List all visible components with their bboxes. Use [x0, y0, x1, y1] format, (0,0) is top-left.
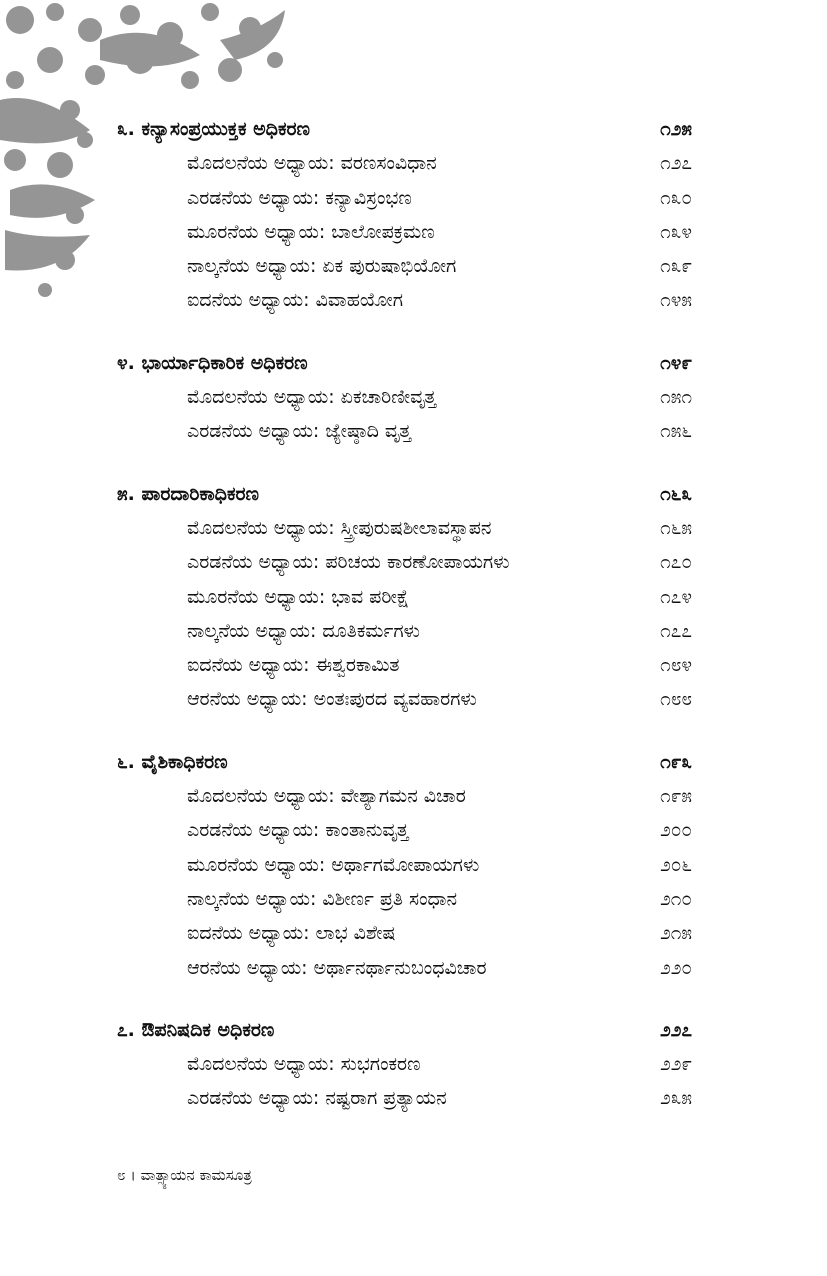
chapter-title: ಮೊದಲನೆಯ ಅಧ್ಯಾಯ: ವರಣಸಂವಿಧಾನ [187, 152, 437, 175]
chapter-page-number: ೧೪೫ [660, 289, 692, 312]
chapter-page-number: ೨೦೬ [660, 853, 692, 876]
chapter-page-number: ೧೮೪ [660, 654, 692, 677]
chapter-title: ಮೂರನೆಯ ಅಧ್ಯಾಯ: ಅರ್ಥಾಗಮೋಪಾಯಗಳು [187, 853, 480, 876]
section-heading-row [117, 1013, 692, 1047]
toc-section [117, 1013, 692, 1116]
chapter-row [117, 283, 692, 317]
chapter-page-number: ೧೩೯ [660, 255, 692, 278]
chapter-title: ಆರನೆಯ ಅಧ್ಯಾಯ: ಅಂತಃಪುರದ ವ್ಯವಹಾರಗಳು [187, 688, 477, 711]
chapter-row [117, 380, 692, 414]
chapter-page-number: ೧೨೭ [660, 152, 692, 175]
table-of-contents [117, 112, 692, 1144]
chapter-title: ಎರಡನೆಯ ಅಧ್ಯಾಯ: ಜ್ಯೇಷ್ಠಾದಿ ವೃತ್ತ [187, 420, 412, 443]
chapter-row [117, 916, 692, 950]
chapter-page-number: ೧೫೬ [660, 420, 692, 443]
chapter-row [117, 181, 692, 215]
section-heading: ೪. ಭಾರ್ಯಾಧಿಕಾರಿಕ ಅಧಿಕರಣ [117, 351, 308, 374]
chapter-row [117, 951, 692, 985]
chapter-title: ಎರಡನೆಯ ಅಧ್ಯಾಯ: ಪರಿಚಯ ಕಾರಣೋಪಾಯಗಳು [187, 551, 510, 574]
chapter-title: ಐದನೆಯ ಅಧ್ಯಾಯ: ವಿವಾಹಯೋಗ [187, 289, 404, 312]
chapter-title: ನಾಲ್ಕನೆಯ ಅಧ್ಯಾಯ: ದೂತಿಕರ್ಮಗಳು [187, 619, 420, 642]
chapter-page-number: ೧೩೦ [660, 186, 692, 209]
chapter-title: ಐದನೆಯ ಅಧ್ಯಾಯ: ಲಾಭ ವಿಶೇಷ [187, 922, 396, 945]
toc-section [117, 112, 692, 318]
chapter-row [117, 1047, 692, 1081]
chapter-row [117, 882, 692, 916]
section-heading-row [117, 346, 692, 380]
chapter-row [117, 545, 692, 579]
section-page-number: ೧೯೩ [660, 750, 692, 773]
chapter-title: ಮೊದಲನೆಯ ಅಧ್ಯಾಯ: ವೇಶ್ಯಾಗಮನ ವಿಚಾರ [187, 785, 466, 808]
section-heading: ೩. ಕನ್ಯಾಸಂಪ್ರಯುಕ್ತಕ ಅಧಿಕರಣ [117, 118, 311, 140]
toc-section [117, 477, 692, 717]
chapter-title: ಮೂರನೆಯ ಅಧ್ಯಾಯ: ಬಾಲೋಪಕ್ರಮಣ [187, 220, 435, 243]
section-heading-row [117, 112, 692, 146]
chapter-row [117, 249, 692, 283]
chapter-row [117, 146, 692, 180]
chapter-page-number: ೨೨೯ [660, 1053, 692, 1076]
chapter-title: ಮೊದಲನೆಯ ಅಧ್ಯಾಯ: ಏಕಚಾರಿಣೀವೃತ್ತ [187, 386, 437, 409]
chapter-page-number: ೧೭೦ [660, 551, 692, 574]
chapter-page-number: ೧೭೪ [660, 585, 692, 608]
section-heading: ೬. ವೈಶಿಕಾಧಿಕರಣ [117, 750, 228, 773]
page-footer: ೮ । ವಾತ್ಸ್ಯಾಯನ ಕಾಮಸೂತ್ರ [117, 1166, 252, 1184]
chapter-page-number: ೧೬೫ [660, 516, 692, 539]
toc-section [117, 745, 692, 985]
chapter-title: ನಾಲ್ಕನೆಯ ಅಧ್ಯಾಯ: ವಿಶೀರ್ಣ ಪ್ರತಿ ಸಂಧಾನ [187, 887, 458, 910]
chapter-title: ಎರಡನೆಯ ಅಧ್ಯಾಯ: ಕಾಂತಾನುವೃತ್ತ [187, 819, 409, 842]
chapter-title: ಮೊದಲನೆಯ ಅಧ್ಯಾಯ: ಸುಭಗಂಕರಣ [187, 1053, 421, 1076]
chapter-row [117, 511, 692, 545]
chapter-row [117, 215, 692, 249]
section-heading: ೭. ಔಪನಿಷದಿಕ ಅಧಿಕರಣ [117, 1018, 275, 1041]
chapter-page-number: ೨೩೫ [660, 1087, 692, 1110]
chapter-page-number: ೧೭೭ [660, 619, 692, 642]
chapter-page-number: ೨೦೦ [660, 819, 692, 842]
section-heading: ೫. ಪಾರದಾರಿಕಾಧಿಕರಣ [117, 482, 260, 505]
chapter-title: ಮೂರನೆಯ ಅಧ್ಯಾಯ: ಭಾವ ಪರೀಕ್ಷೆ [187, 585, 410, 608]
chapter-row [117, 848, 692, 882]
section-page-number: ೧೪೯ [660, 351, 692, 374]
section-heading-row [117, 477, 692, 511]
chapter-page-number: ೨೧೫ [660, 922, 692, 945]
chapter-row [117, 580, 692, 614]
chapter-row [117, 682, 692, 716]
toc-section [117, 346, 692, 449]
section-page-number: ೧೨೫ [660, 118, 692, 140]
chapter-page-number: ೨೨೦ [660, 956, 692, 979]
chapter-row [117, 779, 692, 813]
chapter-page-number: ೧೩೪ [660, 220, 692, 243]
chapter-title: ನಾಲ್ಕನೆಯ ಅಧ್ಯಾಯ: ಏಕ ಪುರುಷಾಭಿಯೋಗ [187, 255, 457, 278]
chapter-title: ಐದನೆಯ ಅಧ್ಯಾಯ: ಈಶ್ವರಕಾಮಿತ [187, 654, 400, 677]
chapter-row [117, 648, 692, 682]
section-page-number: ೧೬೩ [660, 482, 692, 505]
chapter-page-number: ೧೮೮ [660, 688, 692, 711]
chapter-row [117, 813, 692, 847]
chapter-page-number: ೧೯೫ [660, 785, 692, 808]
chapter-title: ಎರಡನೆಯ ಅಧ್ಯಾಯ: ಕನ್ಯಾವಿಸ್ರಂಭಣ [187, 186, 412, 209]
chapter-title: ಆರನೆಯ ಅಧ್ಯಾಯ: ಅರ್ಥಾನರ್ಥಾನುಬಂಧವಿಚಾರ [187, 956, 487, 979]
section-page-number: ೨೨೭ [660, 1018, 692, 1041]
chapter-title: ಮೊದಲನೆಯ ಅಧ್ಯಾಯ: ಸ್ತ್ರೀಪುರುಷಶೀಲಾವಸ್ಥಾಪನ [187, 516, 492, 539]
chapter-title: ಎರಡನೆಯ ಅಧ್ಯಾಯ: ನಷ್ಟರಾಗ ಪ್ರತ್ಯಾಯನ [187, 1087, 447, 1110]
chapter-page-number: ೨೧೦ [660, 887, 692, 910]
chapter-row [117, 1081, 692, 1115]
chapter-row [117, 614, 692, 648]
chapter-page-number: ೧೫೧ [660, 386, 692, 409]
section-heading-row [117, 745, 692, 779]
chapter-row [117, 414, 692, 448]
